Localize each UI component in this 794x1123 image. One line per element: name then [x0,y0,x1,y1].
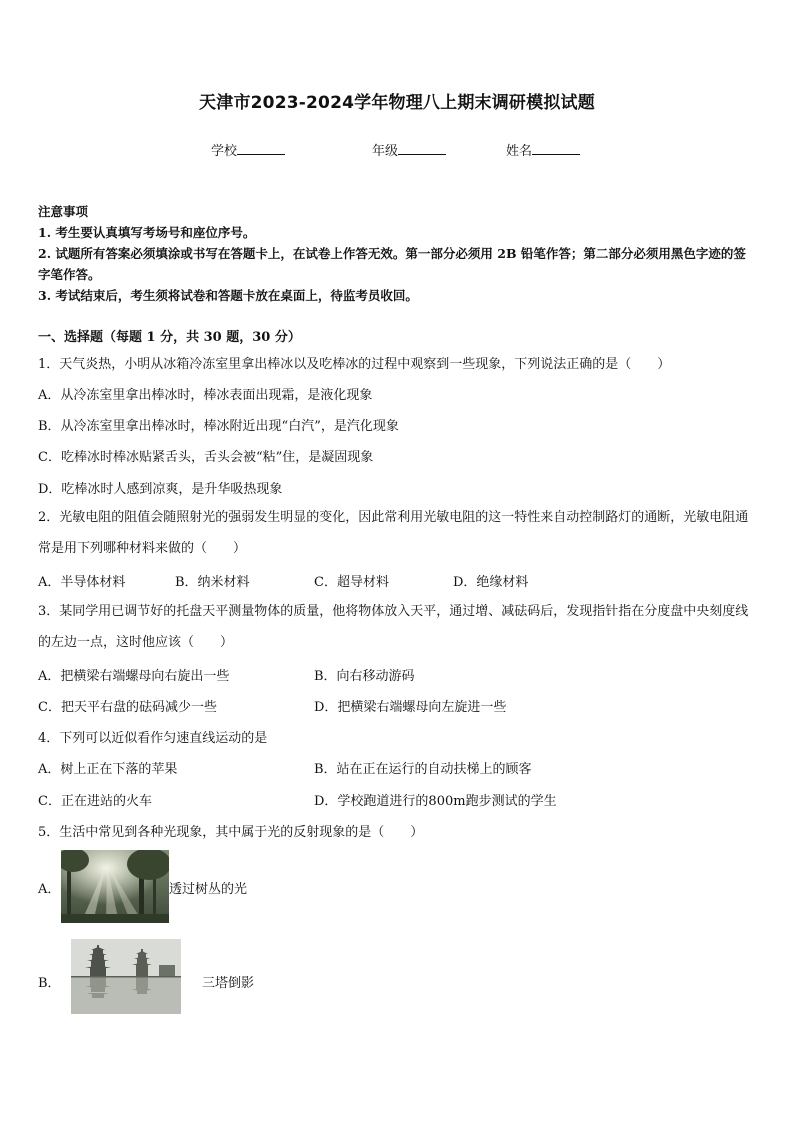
question-2-option-a: A．半导体材料 [38,575,126,590]
question-4-option-a: A．树上正在下落的苹果 [38,762,178,777]
notice-heading: 注意事项 [38,204,89,219]
question-3-option-c: C．把天平右盘的砝码减少一些 [38,700,217,715]
forest-light-illustration [61,850,169,923]
page-title: 天津市2023-2024学年物理八上期末调研模拟试题 [199,93,595,113]
question-4-option-c: C．正在进站的火车 [38,794,152,809]
notice-item: 1. 考生要认真填写考场号和座位序号。 [38,225,256,240]
question-2-option-d: D．绝缘材料 [453,575,529,590]
question-1-stem: 1．天气炎热，小明从冰箱冷冻室里拿出棒冰以及吃棒冰的过程中观察到一些现象，下列说法正确的是（ ） [38,357,671,372]
notice-item: 2. 试题所有答案必须填涂或书写在答题卡上，在试卷上作答无效。第一部分必须用 2B 铅笔作答；第二部分必须用黑色字迹的签字笔作答。 [38,246,746,282]
question-1-option-b: B．从冷冻室里拿出棒冰时，棒冰附近出现“白汽”，是汽化现象 [38,419,399,434]
question-1-option-d: D．吃棒冰时人感到凉爽，是升华吸热现象 [38,482,283,497]
notice-item: 3. 考试结束后，考生须将试卷和答题卡放在桌面上，待监考员收回。 [38,288,418,303]
section-heading: 一、选择题（每题 1 分，共 30 题，30 分） [38,330,301,345]
school-blank [237,142,285,155]
three-pagodas-image [71,939,181,1014]
grade-label: 年级 [372,144,399,159]
school-field [211,140,285,159]
question-3-option-b: B．向右移动游码 [314,669,415,684]
name-label: 姓名 [506,144,533,159]
school-label: 学校 [211,144,238,159]
question-5-option-a-caption: 透过树丛的光 [169,882,248,897]
question-4-option-d: D．学校跑道进行的800m跑步测试的学生 [314,794,557,809]
question-1-option-c: C．吃棒冰时棒冰贴紧舌头，舌头会被“粘”住，是凝固现象 [38,450,374,465]
question-5-option-b-caption: 三塔倒影 [202,976,255,991]
question-3-option-d: D．把横梁右端螺母向左旋进一些 [314,700,507,715]
name-blank [532,142,580,155]
question-3-option-a: A．把横梁右端螺母向右旋出一些 [38,669,230,684]
pagoda-reflection-illustration [71,939,181,1014]
question-4-option-b: B．站在正在运行的自动扶梯上的顾客 [314,762,532,777]
name-field [506,140,580,159]
question-4-stem: 4．下列可以近似看作匀速直线运动的是 [38,731,268,746]
forest-light-image [61,850,169,923]
question-5-stem: 5．生活中常见到各种光现象，其中属于光的反射现象的是（ ） [38,825,424,840]
question-2-option-b: B．纳米材料 [175,575,250,590]
question-2-stem: 2．光敏电阻的阻值会随照射光的强弱发生明显的变化，因此常利用光敏电阻的这一特性来自动控制路灯的通断，光敏电阻通常是用下列哪种材料来做的（ ） [38,510,749,556]
question-2-option-c: C．超导材料 [314,575,389,590]
grade-field [372,140,446,159]
question-5-option-a-letter: A． [38,882,61,897]
notice-block [38,201,758,306]
question-1-option-a: A．从冷冻室里拿出棒冰时，棒冰表面出现霜，是液化现象 [38,388,373,403]
question-5-option-b-letter: B． [38,976,61,991]
grade-blank [398,142,446,155]
question-3-stem: 3．某同学用已调节好的托盘天平测量物体的质量，他将物体放入天平，通过增、减砝码后，发现指针指在分度盘中央刻度线的左边一点，这时他应该（ ） [38,604,749,650]
